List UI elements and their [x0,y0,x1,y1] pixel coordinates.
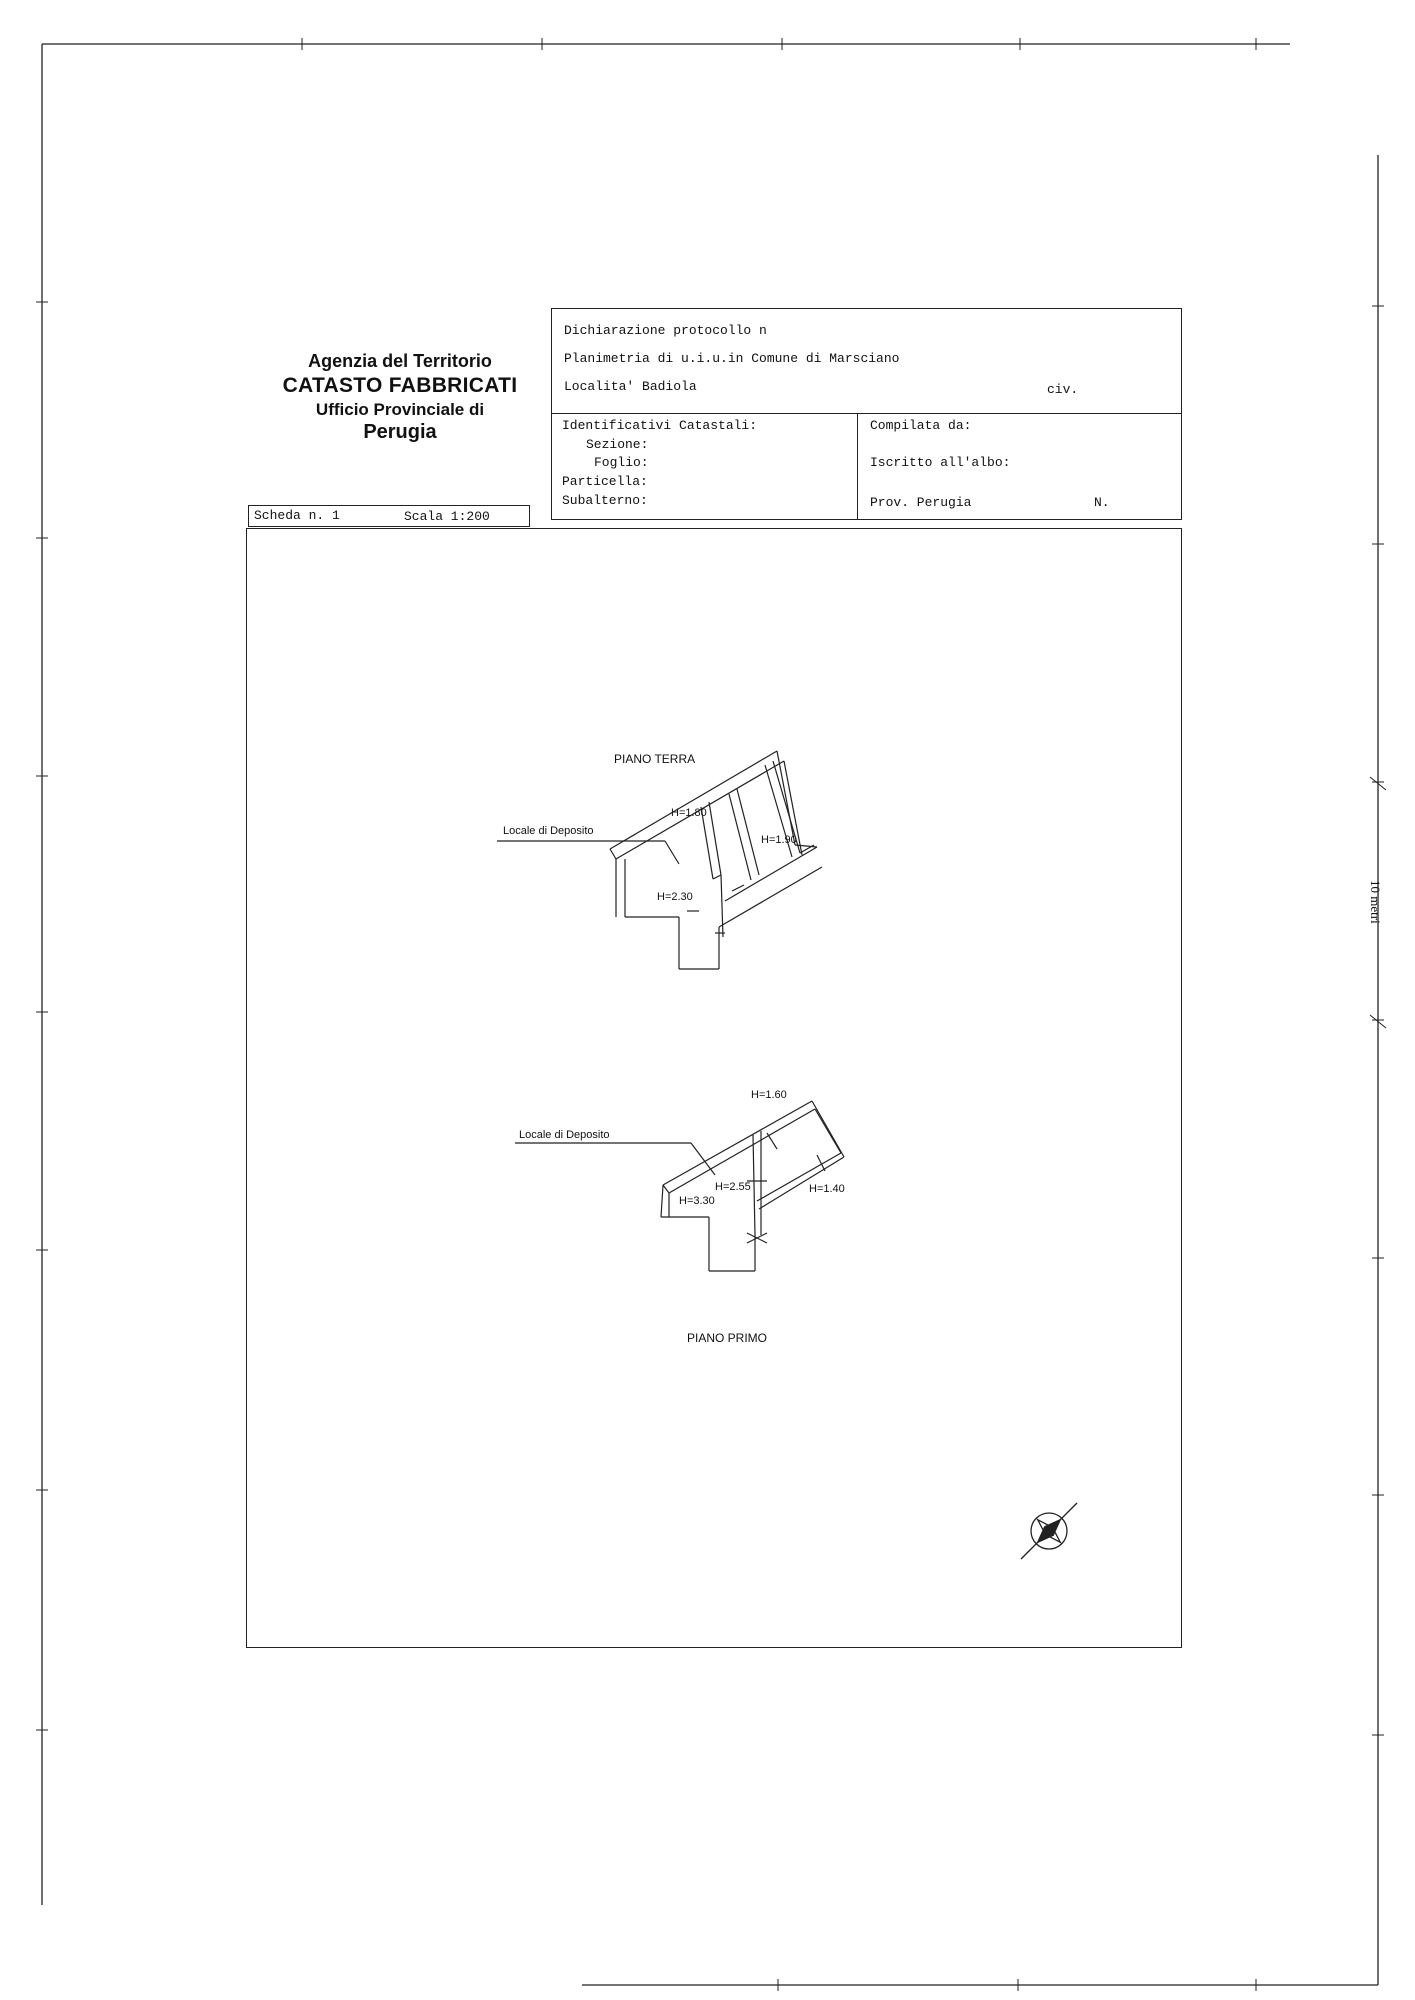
number-label: N. [1094,495,1110,510]
cadastral-identifiers [552,413,858,519]
ground-floor-plan [497,751,822,969]
sezione-label: Sezione: [586,437,649,452]
ground-floor-title: PIANO TERRA [614,752,696,766]
ground-floor-room-label: Locale di Deposito [503,825,594,837]
agency-name: Agenzia del Territorio [308,351,492,371]
iscritto-label: Iscritto all'albo: [870,455,1011,470]
declaration-box [551,308,1182,520]
scheda-number: Scheda n. 1 [254,508,340,523]
first-floor-height-4: H=1.40 [809,1183,845,1195]
first-floor-plan [515,1101,844,1271]
declaration-top-section [552,309,1181,414]
scale-bar-label: 10 metri [1368,880,1383,924]
ufficio-label: Ufficio Provinciale di [315,399,485,419]
ground-floor-height-2: H=1.90 [761,834,797,846]
first-floor-room-label: Locale di Deposito [519,1129,610,1141]
ground-floor-height-3: H=2.30 [657,891,693,903]
agency-header [250,350,550,445]
floor-plans-drawing [247,529,1181,1647]
north-arrow-icon [1021,1503,1077,1559]
compilata-label: Compilata da: [870,418,972,433]
compiler-info [857,413,1181,519]
particella-label: Particella: [562,474,648,489]
subalterno-label: Subalterno: [562,493,648,508]
province-name: Perugia [363,421,437,443]
civ-text: civ. [1047,382,1079,397]
protocol-text: Dichiarazione protocollo n [564,323,767,338]
first-floor-title: PIANO PRIMO [687,1331,768,1345]
drawing-area [246,528,1182,1648]
scheda-scale: Scala 1:200 [404,509,490,524]
first-floor-height-2: H=2.55 [715,1181,751,1193]
locality-text: Localita' Badiola [564,379,697,394]
first-floor-height-3: H=3.30 [679,1195,715,1207]
identifiers-title: Identificativi Catastali: [562,418,758,433]
scheda-box [248,505,530,527]
ground-floor-height-1: H=1.80 [671,807,707,819]
catasto-title: CATASTO FABBRICATI [282,373,518,397]
foglio-label: Foglio: [594,455,649,470]
planimetry-text: Planimetria di u.i.u.in Comune di Marsciano [564,351,900,366]
province-label: Prov. Perugia [870,495,972,510]
first-floor-height-1: H=1.60 [751,1089,787,1101]
